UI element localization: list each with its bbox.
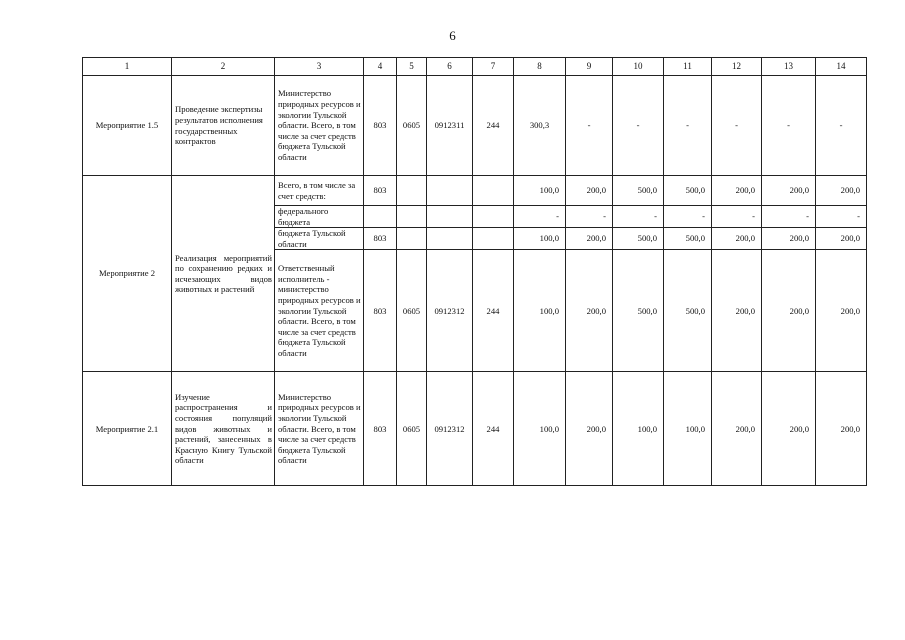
header-cell: 10 xyxy=(613,58,664,76)
value-cell: 500,0 xyxy=(664,250,712,372)
event-name: Мероприятие 2.1 xyxy=(83,372,172,486)
value-cell: 100,0 xyxy=(514,228,566,250)
value-cell: 200,0 xyxy=(712,372,762,486)
table-cell xyxy=(473,206,514,228)
table-cell: 803 xyxy=(364,76,397,176)
table-cell: 244 xyxy=(473,76,514,176)
executor-cell: Ответственный исполнитель - министерство природных ресурсов и экологии Тульской области. Всего, в том числе за счет средств бюджета Тульской области xyxy=(275,250,364,372)
value-cell: - xyxy=(613,76,664,176)
table-row xyxy=(83,372,867,486)
value-cell: 300,3 xyxy=(514,76,566,176)
header-cell: 12 xyxy=(712,58,762,76)
value-cell: - xyxy=(664,76,712,176)
header-cell: 1 xyxy=(83,58,172,76)
table-cell: 803 xyxy=(364,176,397,206)
source-label: Всего, в том числе за счет средств: xyxy=(275,176,364,206)
value-cell: 200,0 xyxy=(762,250,816,372)
header-cell: 8 xyxy=(514,58,566,76)
table-cell xyxy=(427,228,473,250)
table-cell xyxy=(397,228,427,250)
value-cell: - xyxy=(816,76,867,176)
value-cell: 200,0 xyxy=(712,250,762,372)
value-cell: - xyxy=(566,206,613,228)
table-cell: 0912312 xyxy=(427,250,473,372)
value-cell: 200,0 xyxy=(566,176,613,206)
value-cell: 200,0 xyxy=(566,372,613,486)
table-cell: 244 xyxy=(473,372,514,486)
table-cell xyxy=(473,176,514,206)
table-row xyxy=(83,76,867,176)
value-cell: 200,0 xyxy=(712,176,762,206)
table-cell xyxy=(364,206,397,228)
value-cell: 500,0 xyxy=(664,176,712,206)
value-cell: 200,0 xyxy=(816,250,867,372)
value-cell: 200,0 xyxy=(762,228,816,250)
value-cell: - xyxy=(712,206,762,228)
value-cell: 100,0 xyxy=(664,372,712,486)
table-cell: 803 xyxy=(364,250,397,372)
value-cell: 500,0 xyxy=(664,228,712,250)
table-cell xyxy=(473,228,514,250)
executor-cell: Министерство природных ресурсов и экологии Тульской области. Всего, в том числе за счет средств бюджета Тульской области xyxy=(275,76,364,176)
header-row xyxy=(83,58,867,76)
table-cell xyxy=(427,206,473,228)
value-cell: - xyxy=(566,76,613,176)
header-cell: 13 xyxy=(762,58,816,76)
header-cell: 7 xyxy=(473,58,514,76)
table-cell xyxy=(427,176,473,206)
value-cell: 200,0 xyxy=(816,372,867,486)
value-cell: 500,0 xyxy=(613,176,664,206)
header-cell: 14 xyxy=(816,58,867,76)
header-cell: 5 xyxy=(397,58,427,76)
value-cell: 200,0 xyxy=(566,250,613,372)
table-cell: 803 xyxy=(364,372,397,486)
value-cell: 200,0 xyxy=(816,176,867,206)
source-label: бюджета Тульской области xyxy=(275,228,364,250)
event-name: Мероприятие 2 xyxy=(83,176,172,372)
event-description: Проведение экспертизы результатов исполнения государственных контрактов xyxy=(172,76,275,176)
value-cell: - xyxy=(514,206,566,228)
value-cell: - xyxy=(712,76,762,176)
table-cell: 244 xyxy=(473,250,514,372)
table-cell xyxy=(397,206,427,228)
value-cell: - xyxy=(762,206,816,228)
value-cell: 200,0 xyxy=(762,372,816,486)
source-label: федерального бюджета xyxy=(275,206,364,228)
value-cell: 200,0 xyxy=(566,228,613,250)
value-cell: 100,0 xyxy=(514,176,566,206)
value-cell: - xyxy=(762,76,816,176)
header-cell: 3 xyxy=(275,58,364,76)
header-cell: 6 xyxy=(427,58,473,76)
page-number: 6 xyxy=(449,28,456,43)
event-description: Изучение распространения и состояния популяций видов животных и растений, занесенных в Красную Книгу Тульской области xyxy=(172,372,275,486)
budget-table xyxy=(82,57,867,486)
header-cell: 2 xyxy=(172,58,275,76)
table-cell xyxy=(397,176,427,206)
executor-cell: Министерство природных ресурсов и экологии Тульской области. Всего, в том числе за счет средств бюджета Тульской области xyxy=(275,372,364,486)
event-name: Мероприятие 1.5 xyxy=(83,76,172,176)
table-row xyxy=(83,176,867,206)
value-cell: - xyxy=(664,206,712,228)
value-cell: 200,0 xyxy=(712,228,762,250)
value-cell: - xyxy=(613,206,664,228)
table-cell: 0912311 xyxy=(427,76,473,176)
value-cell: 500,0 xyxy=(613,228,664,250)
value-cell: 100,0 xyxy=(514,372,566,486)
value-cell: 500,0 xyxy=(613,250,664,372)
value-cell: 200,0 xyxy=(762,176,816,206)
table-cell: 0605 xyxy=(397,250,427,372)
value-cell: 100,0 xyxy=(514,250,566,372)
header-cell: 11 xyxy=(664,58,712,76)
header-cell: 9 xyxy=(566,58,613,76)
value-cell: 100,0 xyxy=(613,372,664,486)
value-cell: 200,0 xyxy=(816,228,867,250)
table-cell: 0605 xyxy=(397,76,427,176)
value-cell: - xyxy=(816,206,867,228)
event-description: Реализация мероприятий по сохранению редких и исчезающих видов животных и растений xyxy=(172,176,275,372)
table-cell: 803 xyxy=(364,228,397,250)
table-cell: 0912312 xyxy=(427,372,473,486)
table-cell: 0605 xyxy=(397,372,427,486)
header-cell: 4 xyxy=(364,58,397,76)
